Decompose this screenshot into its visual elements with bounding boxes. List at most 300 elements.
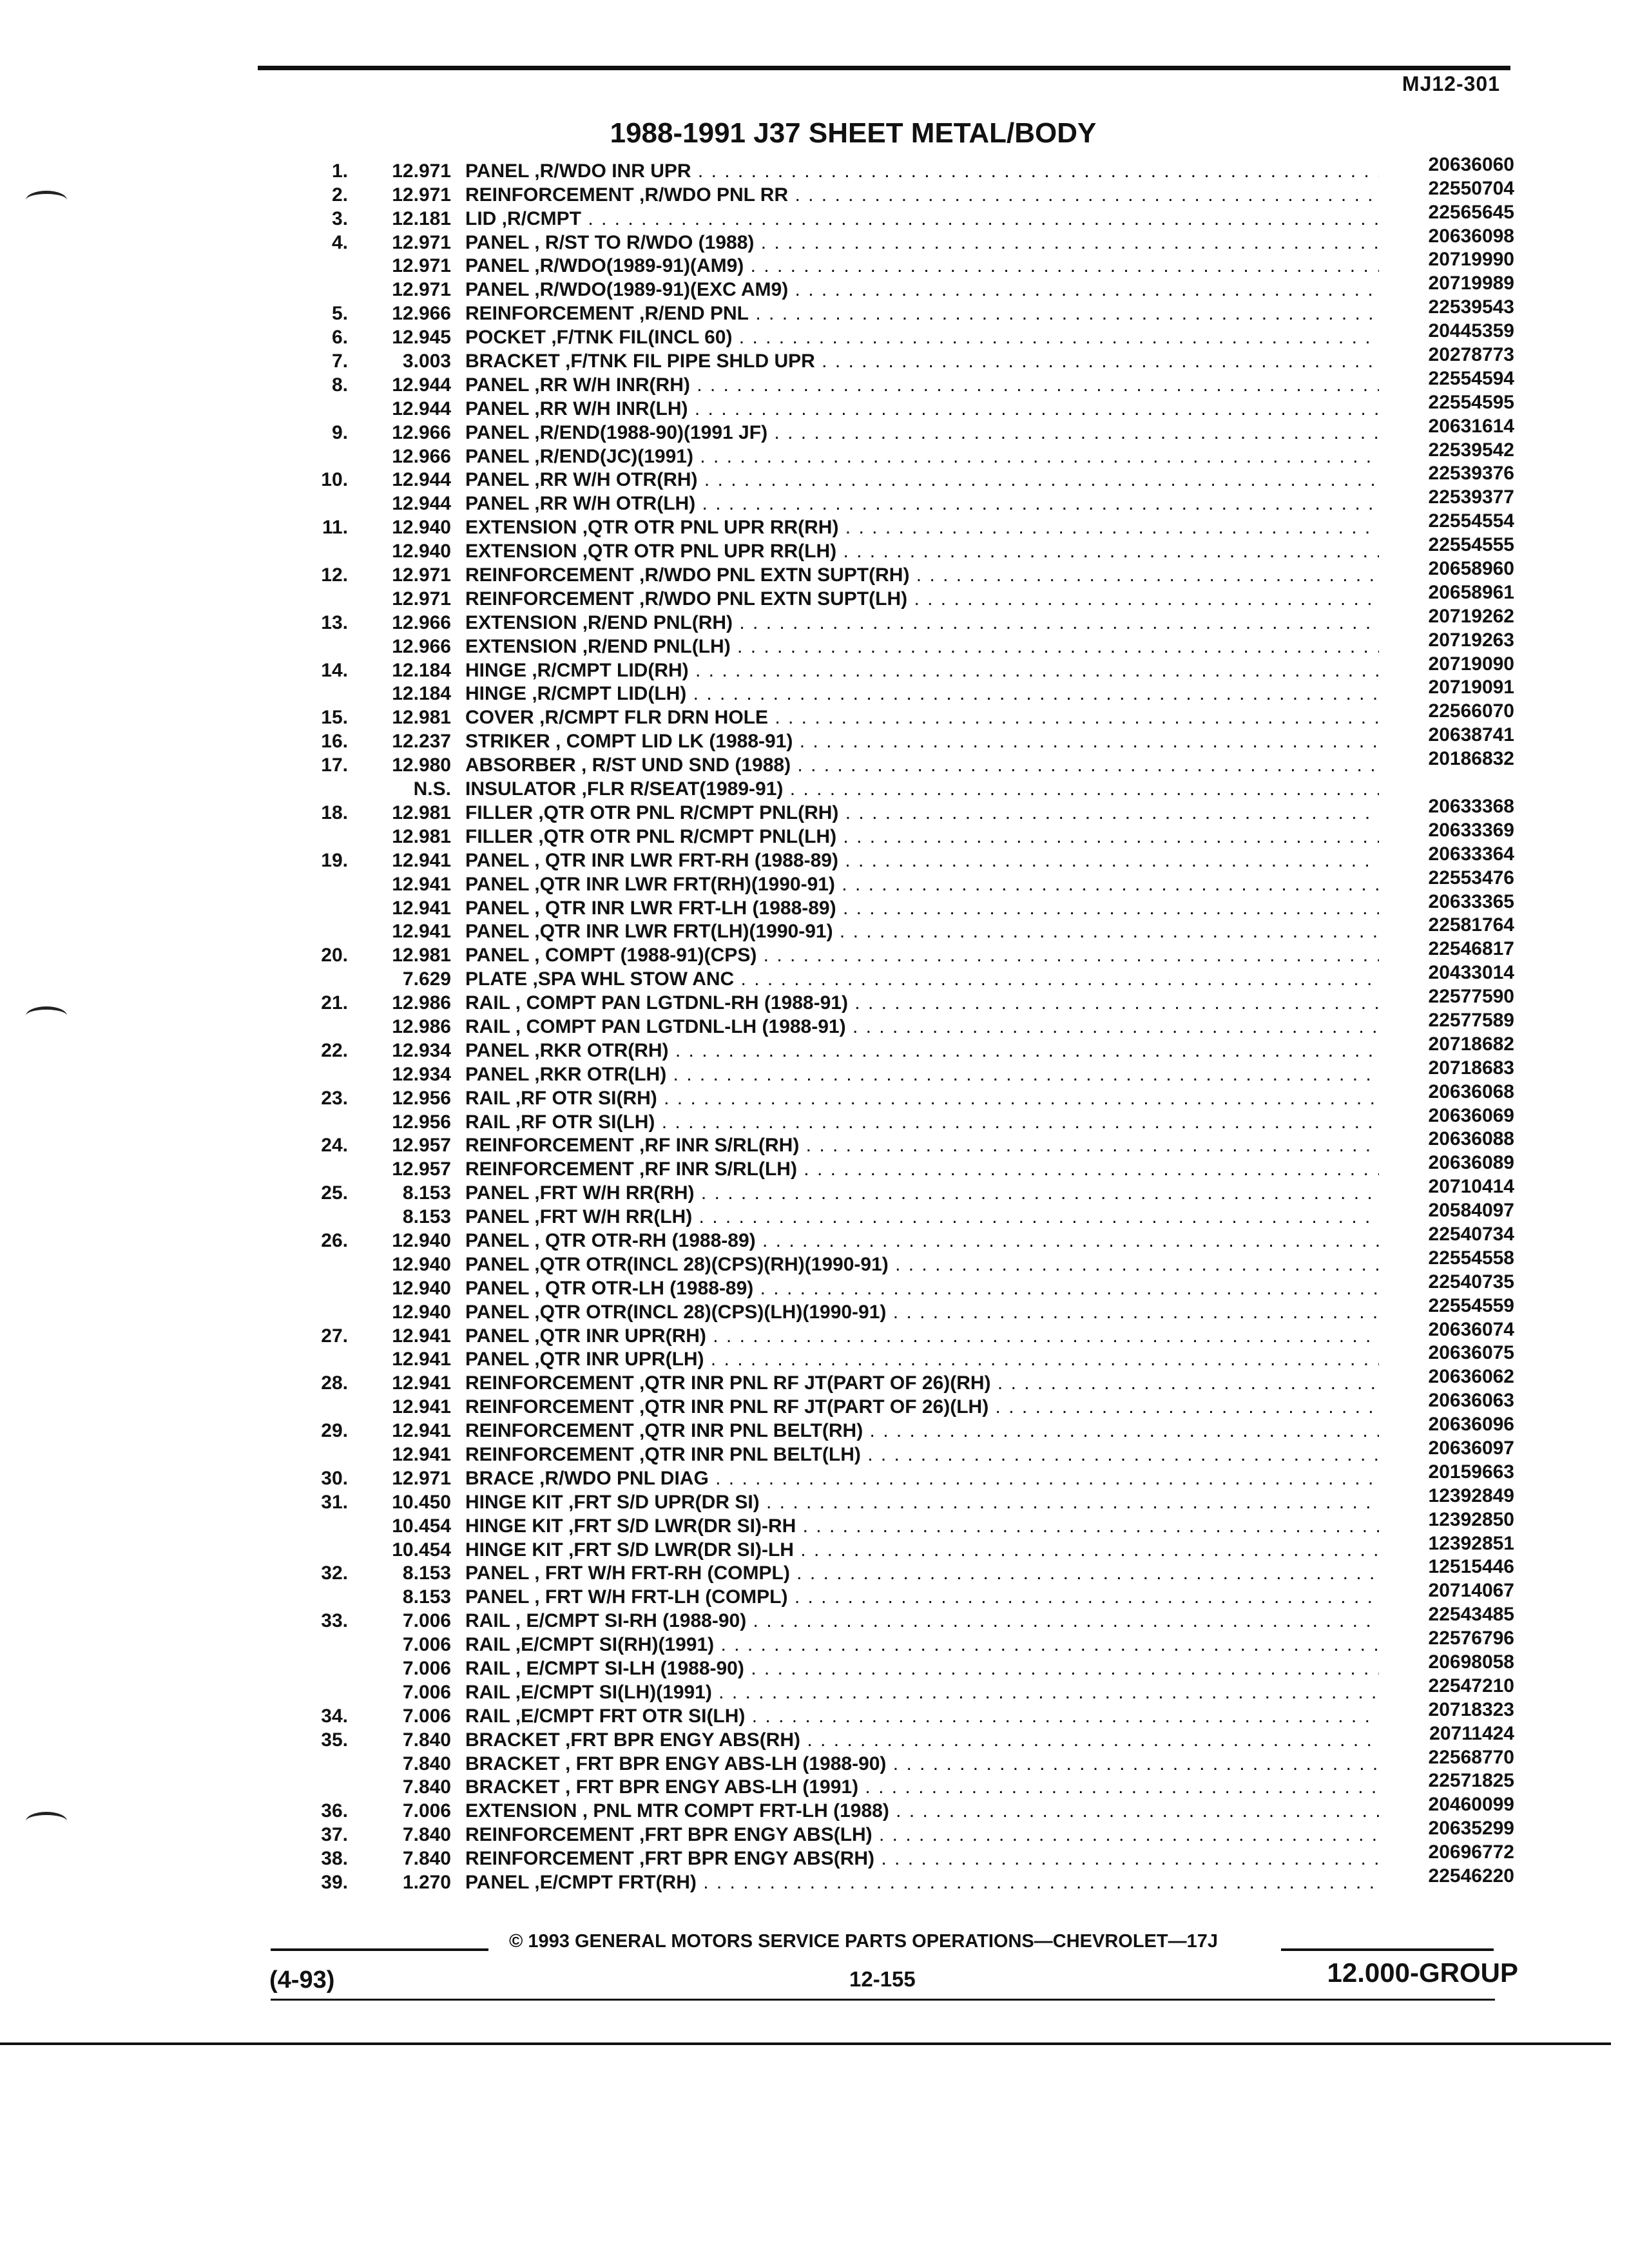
- group-number: 12.941: [392, 1420, 451, 1442]
- part-description: PANEL ,QTR INR UPR(LH) . . .: [465, 1350, 1379, 1369]
- part-row: [277, 1818, 1514, 1846]
- part-row: [277, 153, 1514, 182]
- part-row: [277, 1033, 1514, 1061]
- part-description: BRACKET , FRT BPR ENGY ABS-LH (1991) . . .: [465, 1778, 1379, 1797]
- item-ref-number: 6.: [331, 327, 348, 349]
- item-ref-number: 12.: [321, 564, 348, 586]
- item-ref-number: 22.: [321, 1039, 348, 1061]
- item-ref-number: 38.: [321, 1848, 348, 1870]
- part-number: 12392850: [1428, 1508, 1514, 1530]
- group-number: 12.941: [392, 1372, 451, 1394]
- group-number: 12.237: [392, 731, 451, 753]
- part-description: RAIL ,E/CMPT FRT OTR SI(LH) . . .: [465, 1707, 1379, 1726]
- part-description: PANEL ,RR W/H INR(RH) . . .: [465, 376, 1379, 395]
- part-number: 20445359: [1428, 320, 1514, 342]
- group-number: 12.940: [392, 1277, 451, 1299]
- part-description: RAIL , COMPT PAN LGTDNL-RH (1988-91) . . .: [465, 994, 1379, 1013]
- part-number: 20719262: [1428, 605, 1514, 627]
- group-number: 7.006: [402, 1800, 451, 1822]
- part-number: 20633365: [1428, 890, 1514, 912]
- part-description: BRACKET , FRT BPR ENGY ABS-LH (1988-90) . . .: [465, 1754, 1379, 1774]
- part-number: 20719263: [1428, 629, 1514, 651]
- page-bottom-rule: [0, 2042, 1611, 2045]
- part-row: [277, 629, 1514, 657]
- part-description: REINFORCEMENT ,RF INR S/RL(RH) . . .: [465, 1136, 1379, 1155]
- group-number: 12.956: [392, 1111, 451, 1133]
- part-number: 20719990: [1428, 249, 1514, 271]
- binder-hole-mark: [26, 1812, 67, 1831]
- item-ref-number: 14.: [321, 659, 348, 681]
- group-number: 12.966: [392, 611, 451, 633]
- part-number: 20696772: [1428, 1841, 1514, 1863]
- part-description: PANEL ,R/END(JC)(1991) . . .: [465, 447, 1379, 466]
- part-row: [277, 1437, 1514, 1465]
- part-number: 20718323: [1428, 1698, 1514, 1720]
- part-row: [277, 775, 1514, 799]
- part-row: [277, 700, 1514, 729]
- part-number: 20636074: [1428, 1318, 1514, 1340]
- part-row: [277, 1556, 1514, 1584]
- part-description: REINFORCEMENT ,QTR INR PNL BELT(LH) . . .: [465, 1445, 1379, 1465]
- part-number: 22547210: [1428, 1675, 1514, 1696]
- part-description: PANEL ,QTR OTR(INCL 28)(CPS)(RH)(1990-91) . . .: [465, 1255, 1379, 1274]
- part-row: [277, 1746, 1514, 1774]
- part-description: RAIL ,RF OTR SI(LH) . . .: [465, 1113, 1379, 1132]
- part-row: [277, 1841, 1514, 1870]
- group-number: 1.270: [402, 1872, 451, 1894]
- part-row: [277, 1342, 1514, 1370]
- part-row: [277, 1366, 1514, 1394]
- document-code: MJ12-301: [1402, 72, 1500, 95]
- part-row: [277, 225, 1514, 253]
- group-number: 12.971: [392, 231, 451, 253]
- part-number: 20711424: [1429, 1722, 1514, 1744]
- part-description: PANEL , FRT W/H FRT-LH (COMPL) . . .: [465, 1588, 1379, 1607]
- part-row: [277, 748, 1514, 776]
- part-number: 20636060: [1428, 153, 1514, 175]
- part-number: 22539376: [1428, 463, 1514, 485]
- part-row: [277, 1104, 1514, 1133]
- part-description: PANEL ,QTR INR LWR FRT(RH)(1990-91) . . .: [465, 875, 1379, 894]
- part-row: [277, 1485, 1514, 1513]
- item-ref-number: 33.: [321, 1610, 348, 1632]
- part-row: [277, 177, 1514, 206]
- group-number: 10.454: [392, 1539, 451, 1561]
- part-number: 22554594: [1428, 367, 1514, 389]
- part-number: 20636096: [1428, 1414, 1514, 1436]
- part-row: [277, 843, 1514, 871]
- part-description: PANEL ,RR W/H OTR(LH) . . .: [465, 494, 1379, 514]
- part-number: 22577590: [1428, 986, 1514, 1008]
- part-number: 20186832: [1428, 748, 1514, 770]
- part-number: 22565645: [1428, 201, 1514, 223]
- group-number: 12.956: [392, 1087, 451, 1109]
- part-description: PANEL ,R/END(1988-90)(1991 JF) . . .: [465, 423, 1379, 443]
- part-description: PANEL ,FRT W/H RR(RH) . . .: [465, 1184, 1379, 1203]
- part-row: [277, 795, 1514, 823]
- part-description: FILLER ,QTR OTR PNL R/CMPT PNL(RH) . . .: [465, 803, 1379, 823]
- group-number: 12.971: [392, 588, 451, 610]
- part-row: [277, 1128, 1514, 1157]
- part-description: PANEL ,R/WDO(1989-91)(AM9) . . .: [465, 256, 1379, 276]
- part-description: RAIL , E/CMPT SI-RH (1988-90) . . .: [465, 1611, 1379, 1631]
- part-number: 20433014: [1428, 962, 1514, 984]
- group-number: 12.945: [392, 327, 451, 349]
- binder-hole-mark: [26, 191, 67, 209]
- group-number: 12.981: [392, 945, 451, 966]
- part-number: 20714067: [1428, 1580, 1514, 1602]
- group-number: 12.981: [392, 802, 451, 823]
- item-ref-number: 27.: [321, 1325, 348, 1347]
- item-ref-number: 29.: [321, 1420, 348, 1442]
- part-description: FILLER ,QTR OTR PNL R/CMPT PNL(LH) . . .: [465, 827, 1379, 847]
- item-ref-number: 34.: [321, 1705, 348, 1727]
- part-number: 20698058: [1428, 1651, 1514, 1673]
- part-description: REINFORCEMENT ,FRT BPR ENGY ABS(LH) . . .: [465, 1825, 1379, 1845]
- item-ref-number: 3.: [331, 207, 348, 229]
- part-description: RAIL ,E/CMPT SI(LH)(1991) . . .: [465, 1683, 1379, 1702]
- group-number: 8.153: [402, 1562, 451, 1584]
- part-number: 20584097: [1428, 1200, 1514, 1222]
- part-description: HINGE KIT ,FRT S/D UPR(DR SI) . . .: [465, 1493, 1379, 1512]
- part-number: 22568770: [1428, 1746, 1514, 1768]
- footer-rule-right: [1281, 1948, 1494, 1951]
- part-number: 22546220: [1428, 1865, 1514, 1887]
- group-number: 12.940: [392, 517, 451, 539]
- part-description: PANEL ,RKR OTR(RH) . . .: [465, 1041, 1379, 1061]
- group-number: 12.941: [392, 1396, 451, 1418]
- part-number: 20658960: [1428, 558, 1514, 580]
- part-description: REINFORCEMENT ,FRT BPR ENGY ABS(RH) . . .: [465, 1849, 1379, 1869]
- item-ref-number: 37.: [321, 1824, 348, 1846]
- group-number: 12.966: [392, 635, 451, 657]
- part-row: [277, 962, 1514, 990]
- group-number: 12.966: [392, 421, 451, 443]
- group-number: 12.941: [392, 1325, 451, 1347]
- group-number: 12.957: [392, 1158, 451, 1180]
- part-number: 20636062: [1428, 1366, 1514, 1388]
- group-number: 12.941: [392, 1349, 451, 1370]
- part-number: 20718683: [1428, 1057, 1514, 1079]
- part-number: 20278773: [1428, 344, 1514, 366]
- item-ref-number: 30.: [321, 1467, 348, 1489]
- part-number: 20635299: [1428, 1818, 1514, 1840]
- group-number: 7.840: [402, 1753, 451, 1774]
- part-row: [277, 439, 1514, 467]
- part-row: [277, 344, 1514, 372]
- part-row: [277, 249, 1514, 277]
- item-ref-number: 21.: [321, 992, 348, 1014]
- item-ref-number: 7.: [331, 351, 348, 372]
- item-ref-number: 17.: [321, 754, 348, 776]
- part-description: PANEL ,RR W/H INR(LH) . . .: [465, 399, 1379, 419]
- group-number: 12.980: [392, 754, 451, 776]
- part-number: 22581764: [1428, 914, 1514, 936]
- part-description: HINGE ,R/CMPT LID(RH) . . .: [465, 661, 1379, 680]
- group-number: 12.941: [392, 897, 451, 919]
- part-row: [277, 1604, 1514, 1632]
- group-number: 12.986: [392, 992, 451, 1014]
- group-number: 12.971: [392, 1467, 451, 1489]
- part-row: [277, 1651, 1514, 1679]
- part-row: [277, 1532, 1514, 1561]
- group-number: 12.934: [392, 1063, 451, 1085]
- part-description: COVER ,R/CMPT FLR DRN HOLE . . .: [465, 708, 1379, 727]
- top-rule: [258, 66, 1510, 70]
- group-number: 12.944: [392, 469, 451, 491]
- item-ref-number: 9.: [331, 421, 348, 443]
- group-number: 10.450: [392, 1491, 451, 1513]
- group-number: 12.957: [392, 1135, 451, 1157]
- part-number: 22554559: [1428, 1294, 1514, 1316]
- group-number: 12.981: [392, 707, 451, 729]
- part-row: [277, 463, 1514, 491]
- group-number: 12.940: [392, 1229, 451, 1251]
- group-number: 12.941: [392, 873, 451, 895]
- group-number: 12.944: [392, 493, 451, 515]
- part-row: [277, 677, 1514, 705]
- part-row: [277, 1294, 1514, 1323]
- page-title: 1988-1991 J37 SHEET METAL/BODY: [610, 117, 1097, 149]
- part-description: PANEL ,R/WDO INR UPR . . .: [465, 162, 1379, 181]
- part-row: [277, 1247, 1514, 1275]
- item-ref-number: 23.: [321, 1087, 348, 1109]
- item-ref-number: 18.: [321, 802, 348, 823]
- group-number: 12.181: [392, 207, 451, 229]
- part-number: 20636075: [1428, 1342, 1514, 1364]
- part-number: 20719090: [1428, 653, 1514, 675]
- group-number: 12.986: [392, 1015, 451, 1037]
- footer-page-number: 12-155: [849, 1967, 916, 1991]
- part-description: LID ,R/CMPT . . .: [465, 209, 1379, 229]
- part-description: REINFORCEMENT ,R/WDO PNL EXTN SUPT(LH) . . .: [465, 590, 1379, 609]
- item-ref-number: 8.: [331, 374, 348, 396]
- footer-copyright: © 1993 GENERAL MOTORS SERVICE PARTS OPERATIONS—CHEVROLET—17J: [509, 1931, 1218, 1952]
- part-number: 22571825: [1428, 1770, 1514, 1792]
- part-row: [277, 1508, 1514, 1537]
- part-row: [277, 1176, 1514, 1204]
- item-ref-number: 39.: [321, 1872, 348, 1894]
- item-ref-number: 13.: [321, 611, 348, 633]
- part-number: 20159663: [1428, 1461, 1514, 1483]
- item-ref-number: 24.: [321, 1135, 348, 1157]
- part-description: BRACE ,R/WDO PNL DIAG . . .: [465, 1469, 1379, 1488]
- part-row: [277, 1722, 1514, 1751]
- part-row: [277, 1698, 1514, 1727]
- part-description: EXTENSION ,QTR OTR PNL UPR RR(LH) . . .: [465, 542, 1379, 561]
- item-ref-number: 35.: [321, 1729, 348, 1751]
- part-row: [277, 486, 1514, 515]
- part-number: 20636063: [1428, 1390, 1514, 1412]
- part-description: PANEL ,QTR INR UPR(RH) . . .: [465, 1327, 1379, 1346]
- part-description: EXTENSION ,QTR OTR PNL UPR RR(RH) . . .: [465, 518, 1379, 537]
- group-number: 7.629: [402, 968, 451, 990]
- part-row: [277, 320, 1514, 349]
- part-description: PANEL , QTR INR LWR FRT-LH (1988-89) . . .: [465, 899, 1379, 918]
- group-number: 12.944: [392, 398, 451, 419]
- part-description: PANEL , QTR OTR-RH (1988-89) . . .: [465, 1231, 1379, 1251]
- part-number: 20633364: [1428, 843, 1514, 865]
- part-row: [277, 1318, 1514, 1347]
- part-number: 22554555: [1428, 534, 1514, 556]
- part-number: 20636098: [1428, 225, 1514, 247]
- part-row: [277, 1794, 1514, 1822]
- item-ref-number: 36.: [321, 1800, 348, 1822]
- part-row: [277, 1628, 1514, 1656]
- group-number: 7.840: [402, 1776, 451, 1798]
- part-row: [277, 1223, 1514, 1251]
- part-description: PANEL , QTR OTR-LH (1988-89) . . .: [465, 1279, 1379, 1298]
- item-ref-number: 11.: [322, 517, 348, 539]
- part-number: 20636069: [1428, 1104, 1514, 1126]
- part-row: [277, 1580, 1514, 1608]
- item-ref-number: 19.: [321, 849, 348, 871]
- part-number: 12515446: [1428, 1556, 1514, 1578]
- part-description: BRACKET ,FRT BPR ENGY ABS(RH) . . .: [465, 1731, 1379, 1750]
- part-number: 22540734: [1428, 1223, 1514, 1245]
- part-number: 20636088: [1428, 1128, 1514, 1150]
- group-number: 12.971: [392, 184, 451, 206]
- footer-rule-left: [271, 1948, 488, 1951]
- part-description: RAIL , E/CMPT SI-LH (1988-90) . . .: [465, 1659, 1379, 1678]
- part-description: RAIL ,RF OTR SI(RH) . . .: [465, 1089, 1379, 1108]
- group-number: 12.184: [392, 659, 451, 681]
- part-number: 20718682: [1428, 1033, 1514, 1055]
- group-number: N.S.: [413, 778, 451, 800]
- part-number: 20719091: [1428, 677, 1514, 698]
- part-row: [277, 867, 1514, 895]
- part-row: [277, 1081, 1514, 1109]
- part-row: [277, 534, 1514, 562]
- group-number: 12.971: [392, 255, 451, 277]
- part-row: [277, 1675, 1514, 1703]
- part-description: PANEL ,QTR INR LWR FRT(LH)(1990-91) . . .: [465, 922, 1379, 941]
- part-description: HINGE ,R/CMPT LID(LH) . . .: [465, 684, 1379, 704]
- part-number: 20636068: [1428, 1081, 1514, 1102]
- item-ref-number: 26.: [321, 1229, 348, 1251]
- part-description: PANEL ,E/CMPT FRT(RH) . . .: [465, 1873, 1379, 1892]
- group-number: 12.941: [392, 849, 451, 871]
- part-number: 20710414: [1428, 1176, 1514, 1198]
- part-number: 22553476: [1428, 867, 1514, 889]
- part-description: REINFORCEMENT ,R/WDO PNL RR . . .: [465, 186, 1379, 205]
- part-row: [277, 1057, 1514, 1085]
- footer-rule-bottom: [271, 1999, 1495, 2001]
- item-ref-number: 1.: [331, 160, 348, 182]
- group-number: 12.941: [392, 921, 451, 943]
- part-number: 22554595: [1428, 391, 1514, 413]
- group-number: 8.153: [402, 1182, 451, 1204]
- part-description: REINFORCEMENT ,R/END PNL . . .: [465, 304, 1379, 323]
- group-number: 7.006: [402, 1610, 451, 1632]
- part-row: [277, 201, 1514, 229]
- part-description: EXTENSION , PNL MTR COMPT FRT-LH (1988) . . .: [465, 1802, 1379, 1821]
- group-number: 12.940: [392, 1301, 451, 1323]
- part-row: [277, 819, 1514, 847]
- group-number: 7.006: [402, 1705, 451, 1727]
- part-description: PANEL ,R/WDO(1989-91)(EXC AM9) . . .: [465, 280, 1379, 300]
- part-number: 22543485: [1428, 1604, 1514, 1626]
- part-row: [277, 1271, 1514, 1299]
- group-number: 12.941: [392, 1443, 451, 1465]
- part-number: 22539542: [1428, 439, 1514, 461]
- part-number: 20633368: [1428, 795, 1514, 817]
- part-number: 22554554: [1428, 510, 1514, 532]
- group-number: 7.006: [402, 1634, 451, 1656]
- parts-list: [277, 153, 1514, 1894]
- group-number: 7.840: [402, 1848, 451, 1870]
- group-number: 10.454: [392, 1515, 451, 1537]
- part-description: STRIKER , COMPT LID LK (1988-91) . . .: [465, 732, 1379, 751]
- item-ref-number: 15.: [321, 707, 348, 729]
- item-ref-number: 25.: [321, 1182, 348, 1204]
- part-description: PANEL , COMPT (1988-91)(CPS) . . .: [465, 946, 1379, 965]
- group-number: 12.966: [392, 303, 451, 325]
- part-row: [277, 724, 1514, 753]
- part-row: [277, 415, 1514, 443]
- part-number: 20636089: [1428, 1152, 1514, 1174]
- part-row: [277, 391, 1514, 419]
- part-description: REINFORCEMENT ,RF INR S/RL(LH) . . .: [465, 1160, 1379, 1179]
- group-number: 12.971: [392, 160, 451, 182]
- part-row: [277, 938, 1514, 966]
- group-number: 12.971: [392, 279, 451, 301]
- item-ref-number: 2.: [331, 184, 348, 206]
- part-number: 20633369: [1428, 819, 1514, 841]
- part-description: PANEL , FRT W/H FRT-RH (COMPL) . . .: [465, 1564, 1379, 1583]
- part-row: [277, 986, 1514, 1014]
- part-row: [277, 1461, 1514, 1489]
- part-description: REINFORCEMENT ,R/WDO PNL EXTN SUPT(RH) . . .: [465, 566, 1379, 585]
- part-number: 22540735: [1428, 1271, 1514, 1293]
- group-number: 7.006: [402, 1658, 451, 1679]
- part-description: REINFORCEMENT ,QTR INR PNL BELT(RH) . . .: [465, 1421, 1379, 1441]
- group-number: 8.153: [402, 1206, 451, 1228]
- item-ref-number: 28.: [321, 1372, 348, 1394]
- part-number: 12392851: [1428, 1532, 1514, 1554]
- part-row: [277, 558, 1514, 586]
- part-number: 20631614: [1428, 415, 1514, 437]
- part-description: PANEL ,FRT W/H RR(LH) . . .: [465, 1207, 1379, 1227]
- part-description: HINGE KIT ,FRT S/D LWR(DR SI)-LH . . .: [465, 1541, 1379, 1560]
- part-row: [277, 510, 1514, 539]
- footer-group-label: 12.000-GROUP: [1327, 1957, 1518, 1988]
- part-number: 20460099: [1428, 1794, 1514, 1816]
- part-row: [277, 1009, 1514, 1037]
- group-number: 12.184: [392, 683, 451, 705]
- binder-hole-mark: [26, 1006, 67, 1025]
- group-number: 12.940: [392, 541, 451, 562]
- group-number: 12.940: [392, 1253, 451, 1275]
- part-row: [277, 1152, 1514, 1180]
- part-description: PANEL ,RR W/H OTR(RH) . . .: [465, 470, 1379, 490]
- part-description: RAIL , COMPT PAN LGTDNL-LH (1988-91) . . .: [465, 1017, 1379, 1037]
- group-number: 12.934: [392, 1039, 451, 1061]
- part-row: [277, 914, 1514, 943]
- part-row: [277, 653, 1514, 681]
- part-row: [277, 1770, 1514, 1798]
- part-number: 22576796: [1428, 1628, 1514, 1649]
- part-number: 22550704: [1428, 177, 1514, 199]
- part-row: [277, 296, 1514, 325]
- group-number: 8.153: [402, 1586, 451, 1608]
- group-number: 12.981: [392, 825, 451, 847]
- part-row: [277, 890, 1514, 919]
- part-description: RAIL ,E/CMPT SI(RH)(1991) . . .: [465, 1635, 1379, 1655]
- part-number: 20719989: [1428, 273, 1514, 294]
- part-row: [277, 605, 1514, 633]
- item-ref-number: 32.: [321, 1562, 348, 1584]
